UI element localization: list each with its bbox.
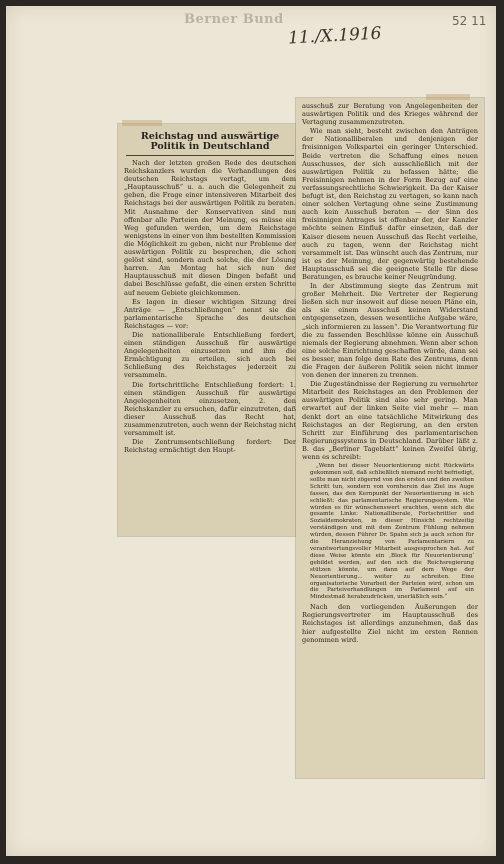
paragraph: Es lagen in dieser wichtigen Sitzung drei Anträge — „Entschließungen“ nennt sie die parlamentarische Sprache des deutschen Reichstages — vor: <box>124 297 296 330</box>
paragraph: Nach den vorliegenden Äußerungen der Regierungsvertreter im Hauptausschuß des Reichstages ist allerdings anzunehmen, daß das hier aufgestellte Ziel nicht im ersten Rennen genommen wird. <box>302 603 478 644</box>
paragraph: ausschuß zur Beratung von Angelegenheiten der auswärtigen Politik und des Krieges während der Vertagung zusammenzutreten. <box>302 102 478 127</box>
scrapbook-page <box>6 6 496 856</box>
paragraph: In der Abstimmung siegte das Zentrum mit großer Mehrheit. Die Vertreter der Regierung ließen sich nur insoweit auf diese neuen Pläne ein, als sie einem Ausschuß keinen Widerstand entgegensetzen, dessen wesentliche Aufgabe wäre, „sich informieren zu lassen“. Die Verantwortung für die zu fassenden Beschlüsse könne ein Ausschuß niemals der Regierung abnehmen. Wenn aber schon eine solche Einrichtung geschaffen würde, dann sei es besser, man folge dem Rate des Zentrums, denn die Fragen der äußeren Politik seien nicht immer von denen der inneren zu trennen. <box>302 282 478 380</box>
article-title: Reichstag und auswärtige Politik in Deutschland <box>140 131 280 152</box>
newspaper-stamp: Berner Bund <box>184 12 284 27</box>
paragraph: Die nationalliberale Entschließung fordert, einen ständigen Ausschuß für auswärtige Angelegenheiten einzusetzen und ihm die Ermächtigung zu erteilen, sich auch bei Schließung des Reichstages jederzeit zu versammeln. <box>124 330 296 380</box>
handwritten-date: 11./X.1916 <box>287 23 383 49</box>
title-divider <box>126 155 294 156</box>
clipping-left-column <box>118 124 302 536</box>
glue-mark <box>122 120 162 126</box>
right-column-text <box>296 98 484 461</box>
clipping-right-column <box>296 98 484 778</box>
block-quote <box>296 463 484 601</box>
paragraph: Nach der letzten großen Rede des deutschen Reichskanzlers wurden die Verhandlungen des deutschen Reichstags vertagt, um dem „Hauptausschuß“ u. a. auch die Gelegenheit zu geben, die Frage einer intensiveren Mitarbeit des Reichstags bei der auswärtigen Politik zu beraten. Mit Ausnahme der Konservativen sind nun offenbar alle Parteien der Meinung, es müsse ein Weg gefunden werden, um dem Reichstage wenigstens in einer von ihm bestellten Kommission die Möglichkeit zu geben, nicht nur Probleme der auswärtigen Politik zu besprechen, die schon gelöst sind, sondern auch solche, die der Lösung harren. Am Montag hat sich nun der Hauptausschuß mit diesen Dingen befaßt und dabei Beschlüsse gefaßt, die einen ersten Schritte auf neuem Gebiete gleichkommen. <box>124 159 296 297</box>
left-column-text <box>118 159 302 454</box>
paragraph: Die Zentrumsentschließung fordert: Der Reichstag ermächtigt den Haupt- <box>124 438 296 455</box>
paragraph: Wie man sieht, besteht zwischen den Anträgen der Nationalliberalen und denjenigen der freisinnigen Volkspartei ein geringer Unterschied. Beide vertreten die Schaffung eines neuen Ausschusses, der sich ausschließlich mit der auswärtigen Politik zu befassen hätte; die Freisinnigen nehmen in der Form Bezug auf eine verfassungsrechtliche Schwierigkeit. Da der Kaiser befugt ist, den Reichstag zu vertagen, so kann nach einer solchen Vertagung ohne seine Zustimmung auch kein Ausschuß beraten — der Sinn des freisinnigen Antrages ist offenbar der, der Kanzler möchte seinen Einfluß dafür einsetzen, daß der Kaiser diesem neuen Ausschuß das Recht verleihe, auch zu tagen, wenn der Reichstag nicht versammelt ist. Das wünscht auch das Zentrum, nur ist es der Meinung, der gegenwärtig bestehende Hauptausschuß sei die geeignete Stelle für diese Beratungen, es brauche keiner Neugründung. <box>302 127 478 281</box>
paragraph: Die Zugeständnisse der Regierung zu vermehrter Mitarbeit des Reichstages an den Problemen der auswärtigen Politik sind also sehr gering. Man erwartet auf der linken Seite viel mehr — man denkt dort an eine tatsächliche Mitwirkung des Reichstages an der Regierung, an den ersten Schritt zur Einführung des parlamentarischen Regierungssystems in Deutschland. Darüber läßt z. B. das „Berliner Tageblatt“ keinen Zweifel übrig, wenn es schreibt: <box>302 380 478 462</box>
quote-text: „Wenn bei dieser Neuorientierung nicht Rückwärts gekommen soll, daß schließlich niemand recht befriedigt, sollte man nicht zögernd von den ersten und den zweiten Schritt tun, sondern von vornherein das Ziel ins Auge fassen, das den Kernpunkt der Neuorientierung in sich schließt: das parlamentarische Regierungssystem. Wie würden es für wünschenswert erachten, wenn sich die gesamte Linke: Nationalliberale, Fortschrittler und Sozialdemokraten, in dieser Hinsicht rechtzeitig verständigen und mit dem Zentrum Fühlung nehmen würden, dessen Führer Dr. Spahn sich ja auch schon für die Heranziehung von Parlamentariern zu verantwortungsvoller Mitarbeit ausgesprochen hat. Auf diese Weise könnte ein ‚Block für Neuorientierung‘ gebildet werden, auf den sich die Reichsregierung stützen könnte, um dann auf dem Wege der Neuorientierung... weiter zu schreiten. Eine organisatorische Vorarbeit der Parteien wird, schon um die Parteiverhandlungen im Parlament auf ein Mindestmaß herabzudrücken, unerläßlich sein.“ <box>310 463 474 601</box>
right-column-closing <box>296 603 484 643</box>
page-number: 52 11 <box>452 14 487 28</box>
paragraph: Die fortschrittliche Entschließung fordert: 1. einen ständigen Ausschuß für auswärtige Angelegenheiten einzusetzen, 2. den Reichskanzler zu ersuchen, dafür einzutreten, daß dieser Ausschuß das Recht hat, zusammenzutreten, auch wenn der Reichstag nicht versammelt ist. <box>124 380 296 438</box>
glue-mark <box>426 94 470 100</box>
